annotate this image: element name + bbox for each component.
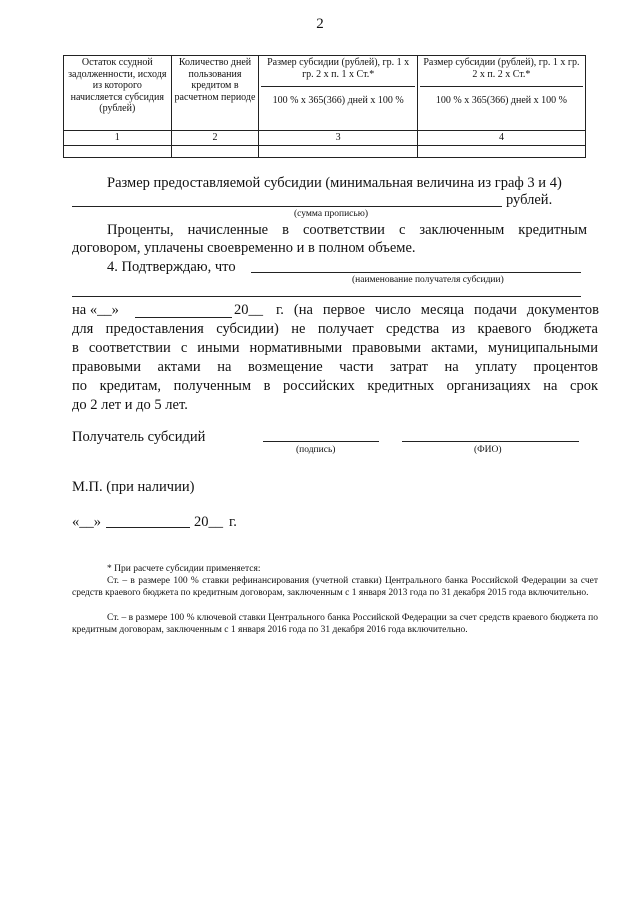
recipient-name-line-2 bbox=[72, 296, 581, 297]
header-subsidy-p2 bbox=[417, 56, 585, 131]
statement-line4: правовыми актами на возмещение части затрат на уплату процентов bbox=[72, 359, 598, 375]
subsidy-currency: рублей. bbox=[506, 192, 553, 208]
col-number-2: 2 bbox=[171, 131, 259, 146]
recipient-name-line bbox=[251, 272, 581, 273]
statement-line2: для предоставления субсидии) не получает средства из краевого бюджета bbox=[72, 321, 598, 337]
statement-month-line bbox=[135, 317, 232, 318]
header-subsidy-p1-formula: Размер субсидии (рублей), гр. 1 х гр. 2 х п. 1 х Ст.* bbox=[261, 57, 414, 87]
signature-label: Получатель субсидий bbox=[72, 429, 206, 445]
cell-empty bbox=[64, 145, 172, 157]
subsidy-amount-line bbox=[72, 206, 502, 207]
date-month-line bbox=[106, 527, 190, 528]
cell-empty bbox=[259, 145, 417, 157]
interest-paid-line1: Проценты, начисленные в соответствии с заключенным кредитным bbox=[107, 222, 587, 238]
statement-year: 20__ bbox=[234, 302, 263, 318]
statement-line6: до 2 лет и до 5 лет. bbox=[72, 397, 188, 413]
col-number-1: 1 bbox=[64, 131, 172, 146]
col-number-3: 3 bbox=[259, 131, 417, 146]
fio-line bbox=[402, 441, 579, 442]
interest-paid-line2: договором, уплачены своевременно и в полном объеме. bbox=[72, 240, 416, 256]
cell-empty bbox=[417, 145, 585, 157]
page-number: 2 bbox=[316, 16, 324, 32]
date-day: «__» bbox=[72, 514, 101, 530]
header-days: Количество дней пользования кредитом в расчетном периоде bbox=[171, 56, 259, 131]
header-subsidy-p1-denominator: 100 % х 365(366) дней х 100 % bbox=[272, 95, 404, 106]
table-row bbox=[64, 145, 586, 157]
cell-empty bbox=[171, 145, 259, 157]
signature-hint: (подпись) bbox=[296, 445, 336, 455]
header-loan-balance: Остаток ссудной задолженности, исходя из которого начисляется субсидия (рублей) bbox=[64, 56, 172, 131]
subsidy-calculation-table bbox=[63, 55, 586, 158]
statement-day: на «__» bbox=[72, 302, 119, 318]
signature-line bbox=[263, 441, 379, 442]
footnote-1: Ст. – в размере 100 % ставки рефинансирования (учетной ставки) Центрального банка Российской Федерации за счет средств краевого бюджета по кредитным договорам, заключенным с 1 января 2013 года по 31 декабря 2015 года включительно. bbox=[72, 576, 598, 598]
confirm-prefix: 4. Подтверждаю, что bbox=[107, 259, 236, 275]
date-suffix: г. bbox=[229, 514, 237, 530]
subsidy-amount-hint: (сумма прописью) bbox=[294, 209, 368, 219]
footnote-2: Ст. – в размере 100 % ключевой ставки Центрального банка Российской Федерации за счет средств краевого бюджета по кредитным договорам, заключенным с 1 января 2016 года по 31 декабря 2016 года включительно. bbox=[72, 613, 598, 635]
fio-hint: (ФИО) bbox=[474, 445, 502, 455]
header-subsidy-p2-denominator: 100 % х 365(366) дней х 100 % bbox=[435, 95, 567, 106]
date-year: 20__ bbox=[194, 514, 223, 530]
subsidy-size-text: Размер предоставляемой субсидии (минимальная величина из граф 3 и 4) bbox=[107, 175, 562, 191]
statement-line5: по кредитам, полученным в российских кредитных организациях на срок bbox=[72, 378, 598, 394]
statement-line1-rest: г. (на первое число месяца подачи документов bbox=[276, 302, 599, 318]
statement-line3: в соответствии с иными нормативными правовыми актами, муниципальными bbox=[72, 340, 598, 356]
col-number-4: 4 bbox=[417, 131, 585, 146]
recipient-name-hint: (наименование получателя субсидии) bbox=[352, 275, 504, 285]
footnote-intro: * При расчете субсидии применяется: bbox=[107, 564, 261, 574]
column-number-row bbox=[64, 131, 586, 146]
header-subsidy-p2-formula: Размер субсидии (рублей), гр. 1 х гр. 2 х п. 2 х Ст.* bbox=[420, 57, 583, 87]
header-subsidy-p1 bbox=[259, 56, 417, 131]
statement-line1 bbox=[72, 301, 599, 321]
table-header-row bbox=[64, 56, 586, 131]
stamp-label: М.П. (при наличии) bbox=[72, 479, 195, 495]
